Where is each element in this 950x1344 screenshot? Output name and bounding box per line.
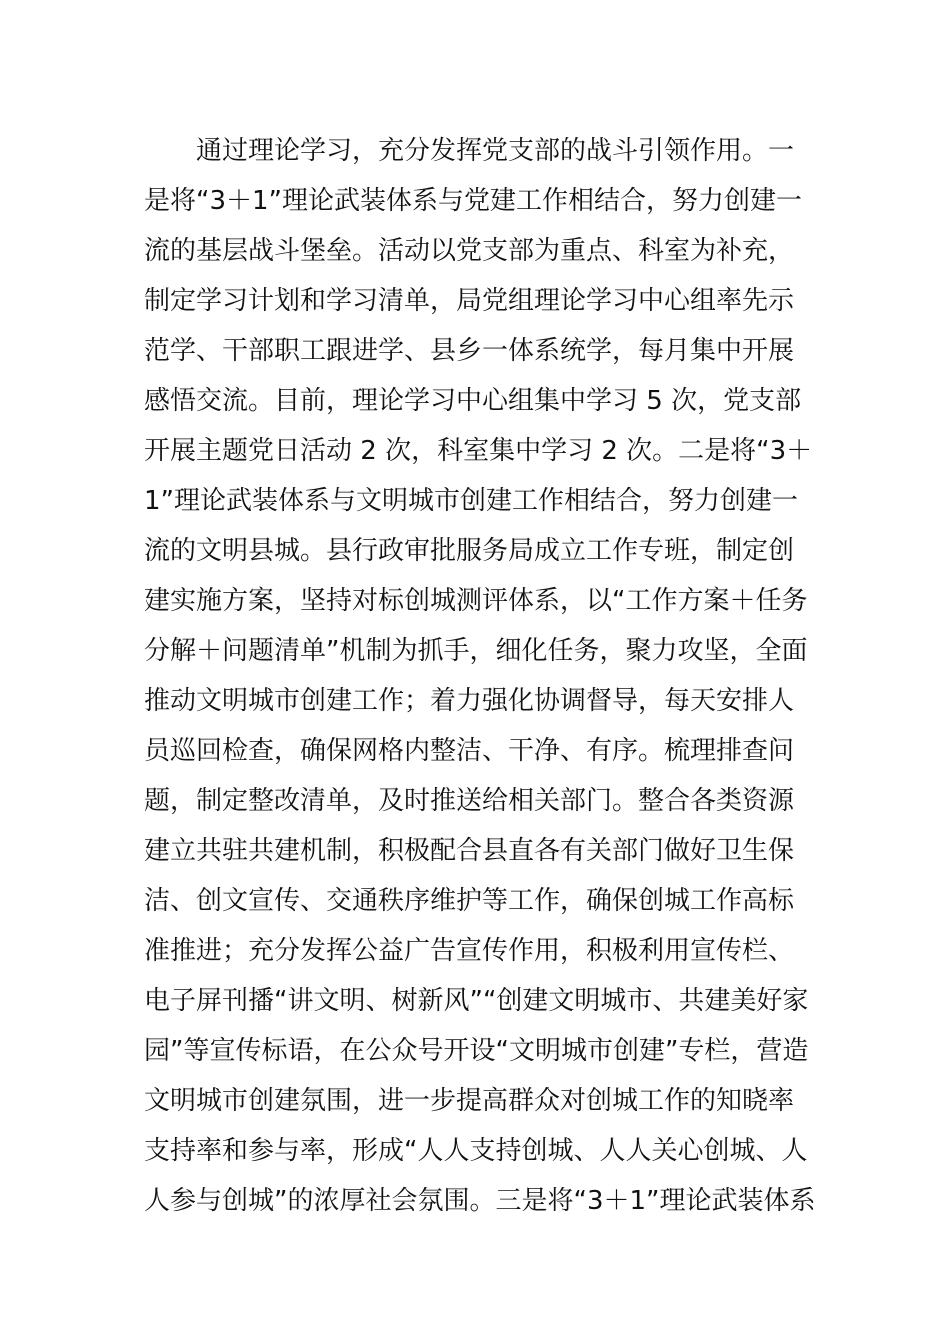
text-line-8: 1”理论武装体系与文明城市创建工作相结合，努力创建一 bbox=[144, 486, 799, 516]
text-line-17: 准推进；充分发挥公益广告宣传作用，积极利用宣传栏、 bbox=[144, 936, 795, 966]
text-line-15: 建立共驻共建机制，积极配合县直各有关部门做好卫生保 bbox=[144, 836, 795, 866]
text-line-16: 洁、创文宣传、交通秩序维护等工作，确保创城工作高标 bbox=[144, 886, 795, 916]
text-line-11: 分解＋问题清单”机制为抓手，细化任务，聚力攻坚，全面 bbox=[144, 636, 808, 666]
text-line-10: 建实施方案，坚持对标创城测评体系，以“工作方案＋任务 bbox=[144, 586, 808, 616]
text-line-4: 制定学习计划和学习清单，局党组理论学习中心组率先示 bbox=[144, 286, 795, 316]
text-line-20: 文明城市创建氛围，进一步提高群众对创城工作的知晓率 bbox=[144, 1086, 795, 1116]
text-line-21: 支持率和参与率，形成“人人支持创城、人人关心创城、人 bbox=[144, 1136, 808, 1166]
text-line-19: 园”等宣传标语，在公众号开设“文明城市创建”专栏，营造 bbox=[144, 1036, 809, 1066]
text-line-22: 人参与创城”的浓厚社会氛围。三是将“3＋1”理论武装体系 bbox=[144, 1186, 816, 1216]
text-line-7: 开展主题党日活动 2 次，科室集中学习 2 次。二是将“3＋ bbox=[144, 436, 813, 466]
text-line-14: 题，制定整改清单，及时推送给相关部门。整合各类资源 bbox=[144, 786, 795, 816]
text-line-9: 流的文明县城。县行政审批服务局成立工作专班，制定创 bbox=[144, 536, 795, 566]
text-line-2: 是将“3＋1”理论武装体系与党建工作相结合，努力创建一 bbox=[144, 186, 803, 216]
text-line-12: 推动文明城市创建工作；着力强化协调督导，每天安排人 bbox=[144, 686, 795, 716]
text-line-18: 电子屏刊播“讲文明、树新风”“创建文明城市、共建美好家 bbox=[144, 986, 809, 1016]
body-paragraph bbox=[144, 126, 814, 1226]
text-line-3: 流的基层战斗堡垒。活动以党支部为重点、科室为补充， bbox=[144, 236, 795, 266]
text-line-5: 范学、干部职工跟进学、县乡一体系统学，每月集中开展 bbox=[144, 336, 795, 366]
text-line-6: 感悟交流。目前，理论学习中心组集中学习 5 次，党支部 bbox=[144, 386, 802, 416]
text-line-1: 通过理论学习，充分发挥党支部的战斗引领作用。一 bbox=[196, 136, 795, 166]
text-line-13: 员巡回检查，确保网格内整洁、干净、有序。梳理排查问 bbox=[144, 736, 795, 766]
